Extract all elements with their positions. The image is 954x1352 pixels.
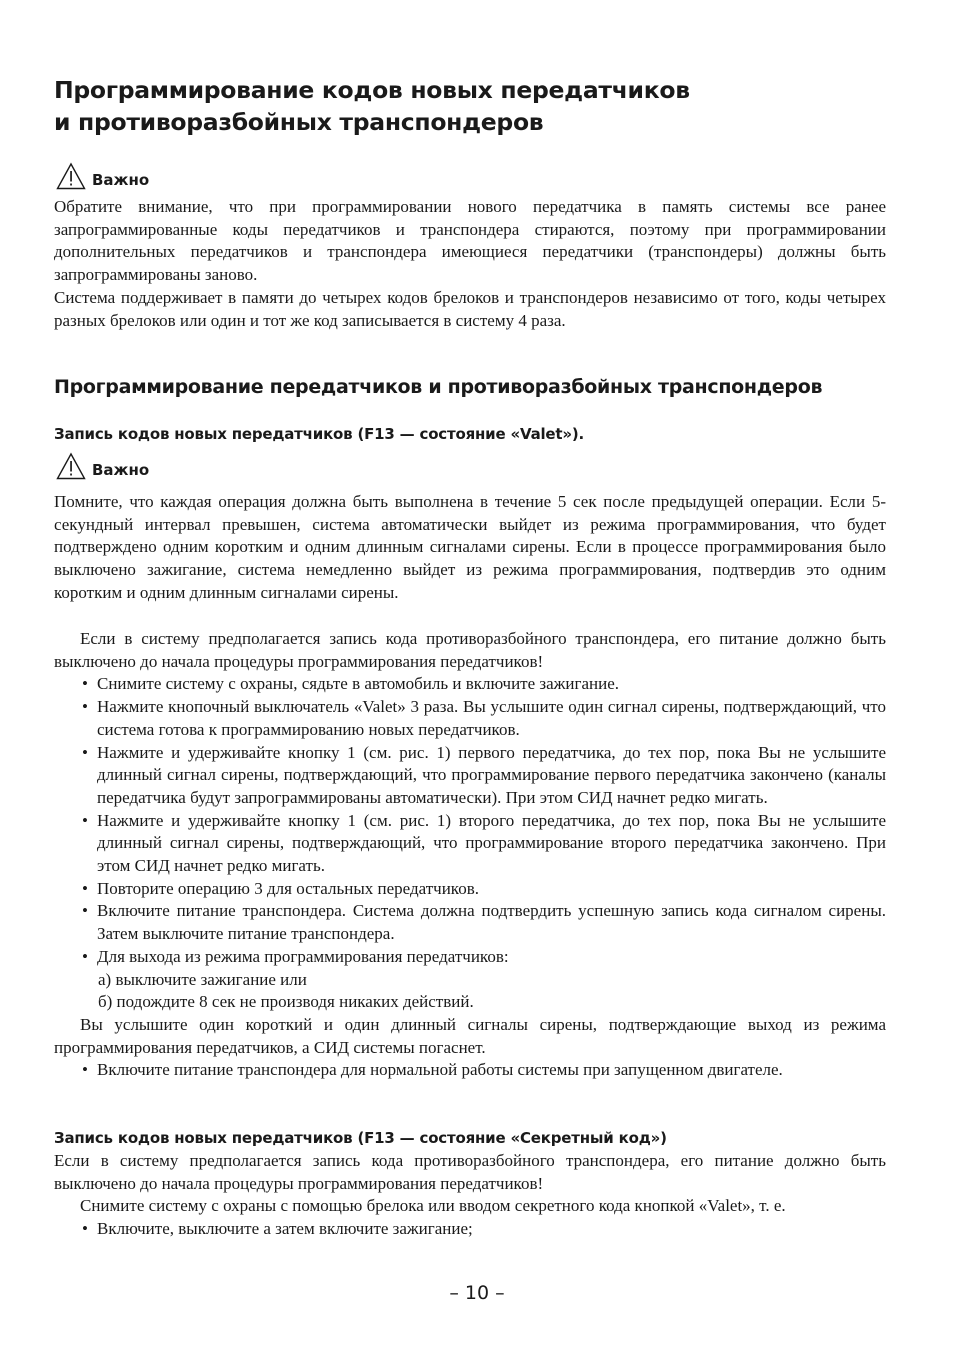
subsection-title-valet: Запись кодов новых передатчиков (F13 — состояние «Valet»). <box>54 425 585 443</box>
page-title-line-2: и противоразбойных транспондеров <box>54 108 544 136</box>
paragraph: Система поддерживает в памяти до четырех кодов брелоков и транспондеров независимо от того, коды четырех разных брелоков или один и тот же код записывается в систему 4 раза. <box>54 287 886 330</box>
subsection-title-secret-code: Запись кодов новых передатчиков (F13 — состояние «Секретный код») <box>54 1129 667 1147</box>
list-item: • Для выхода из режима программирования передатчиков: <box>54 946 886 969</box>
procedure-intro: Если в систему предполагается запись кода противоразбойного транспондера, его питание должно быть выключено до начала процедуры программирования передатчиков! <box>54 629 886 671</box>
warning-triangle-icon <box>56 452 86 480</box>
important-notice-2 <box>56 450 149 480</box>
paragraph: Помните, что каждая операция должна быть выполнена в течение 5 сек после предыдущей операции. Если 5-секундный интервал превышен, система автоматически выйдет из режима программирования, что будет подтверждено одним коротким и одним длинным сигналами сирены. Если в процессе программирования было выключено зажигание, система немедленно выйдет из режима программирования, подтвердив это одним коротким и одним длинным сигналами сирены. <box>54 492 886 602</box>
list-item: • Включите, выключите а затем включите зажигание; <box>54 1218 886 1241</box>
important-notice-1 <box>56 160 149 190</box>
page-title-line-1: Программирование кодов новых передатчиков <box>54 76 690 104</box>
list-item: • Включите питание транспондера. Система должна подтвердить успешную запись кода сигналом сирены. Затем выключите питание транспондера. <box>54 900 886 945</box>
exit-option: а) выключите зажигание или <box>98 969 307 989</box>
valet-procedure <box>54 628 886 1082</box>
important-note-1-text <box>54 196 886 332</box>
secret-code-procedure <box>54 1150 886 1241</box>
list-item: • Включите питание транспондера для нормальной работы системы при запущенном двигателе. <box>54 1059 886 1082</box>
page-number: – 10 – <box>449 1282 505 1304</box>
page-title <box>54 74 886 138</box>
paragraph: Обратите внимание, что при программировании нового передатчика в память системы все ранее запрограммированные коды передатчиков и транспондера стираются, поэтому при программировании дополнительных передатчиков и транспондера имеющиеся передатчики (транспондеры) должны быть запрограммированы заново. <box>54 197 886 285</box>
important-note-2-text <box>54 491 886 605</box>
procedure-steps <box>54 673 886 968</box>
important-label: Важно <box>92 461 150 479</box>
procedure-intro: Если в систему предполагается запись кода противоразбойного транспондера, его питание должно быть выключено до начала процедуры программирования передатчиков! <box>54 1151 886 1193</box>
exit-confirmation: Вы услышите один короткий и один длинный сигналы сирены, подтверждающие выход из режима программирования передатчиков, а СИД системы погаснет. <box>54 1014 886 1057</box>
list-item: • Нажмите и удерживайте кнопку 1 (см. рис. 1) второго передатчика, до тех пор, пока Вы не услышите длинный сигнал сирены, подтверждающий, что программирование второго передатчика закончено. При этом СИД начнет редко мигать. <box>54 810 886 878</box>
important-label: Важно <box>92 171 150 189</box>
exit-option: б) подождите 8 сек не производя никаких действий. <box>98 992 474 1012</box>
procedure-step-intro: Снимите систему с охраны с помощью брелока или вводом секретного кода кнопкой «Valet», т. е. <box>80 1196 786 1216</box>
list-item: • Снимите систему с охраны, сядьте в автомобиль и включите зажигание. <box>54 673 886 696</box>
list-item: • Нажмите кнопочный выключатель «Valet» 3 раза. Вы услышите один сигнал сирены, подтверждающий, что система готова к программированию новых передатчиков. <box>54 696 886 741</box>
procedure-steps <box>54 1218 886 1241</box>
list-item: • Повторите операцию 3 для остальных передатчиков. <box>54 878 886 901</box>
list-item: • Нажмите и удерживайте кнопку 1 (см. рис. 1) первого передатчика, до тех пор, пока Вы не услышите длинный сигнал сирены, подтверждающий, что программирование первого передатчика закончено (каналы передатчика будут запрограммированы автоматически). При этом СИД начнет редко мигать. <box>54 742 886 810</box>
section-title: Программирование передатчиков и противоразбойных транспондеров <box>54 376 823 398</box>
warning-triangle-icon <box>56 162 86 190</box>
final-steps <box>54 1059 886 1082</box>
